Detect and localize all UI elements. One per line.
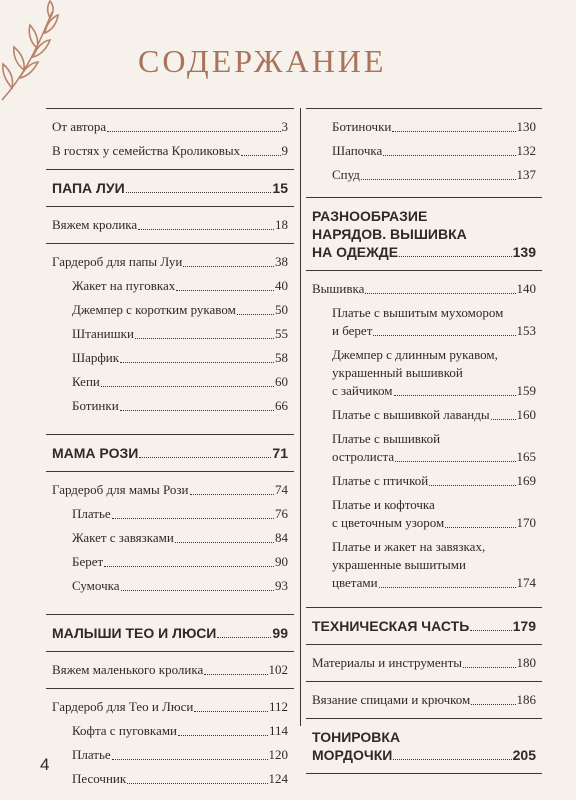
toc-subentry[interactable] <box>306 556 542 574</box>
entry-page: 84 <box>275 530 288 545</box>
entry-title: Платье <box>72 506 111 521</box>
toc-subentry[interactable] <box>306 163 542 187</box>
entry-title: В гостях у семейства Кроликовых <box>52 143 241 158</box>
toc-subentry[interactable] <box>306 301 542 322</box>
page-title: содержание <box>138 31 387 82</box>
entry-page: 50 <box>275 302 288 317</box>
section-page: 205 <box>512 747 536 763</box>
toc-subentry[interactable] <box>46 298 294 322</box>
leader-dots <box>365 293 515 294</box>
section-title: НАРЯДОВ. ВЫШИВКА <box>312 226 467 242</box>
entry-page: 114 <box>268 723 288 738</box>
toc-section[interactable] <box>46 441 294 465</box>
entry-title: Джемпер с коротким рукавом <box>72 302 236 317</box>
toc-section-line[interactable] <box>306 204 542 225</box>
section-title: ПАПА ЛУИ <box>52 180 125 196</box>
entry-title: Спуд <box>332 167 360 182</box>
section-page: 15 <box>272 180 288 196</box>
entry-title: Платье и кофточка <box>332 497 435 512</box>
leader-dots <box>194 711 268 712</box>
leader-dots <box>135 338 274 339</box>
toc-subentry[interactable] <box>46 550 294 574</box>
entry-page: 76 <box>275 506 288 521</box>
leader-dots <box>395 461 515 462</box>
toc-entry[interactable] <box>46 139 294 163</box>
entry-page: 124 <box>268 771 288 786</box>
toc-block <box>46 244 294 424</box>
leader-dots <box>101 386 274 387</box>
entry-title: с цветочным узором <box>332 515 445 530</box>
leaf-sprig-decoration <box>0 0 70 110</box>
toc-left-column <box>46 108 294 797</box>
entry-page: 180 <box>516 655 536 670</box>
leader-dots <box>178 735 268 736</box>
entry-title: Платье <box>72 747 111 762</box>
entry-page: 3 <box>281 119 288 134</box>
entry-title: Сумочка <box>72 578 120 593</box>
section-title: НА ОДЕЖДЕ <box>312 244 399 260</box>
toc-block <box>46 615 294 651</box>
section-title: МОРДОЧКИ <box>312 747 393 763</box>
leader-dots <box>429 485 515 486</box>
entry-page: 165 <box>516 449 536 464</box>
page-number: 4 <box>40 755 50 774</box>
leader-dots <box>217 637 271 638</box>
entry-title: украшенные вышитыми <box>332 557 466 572</box>
toc-section-line[interactable] <box>306 725 542 746</box>
divider <box>306 773 542 774</box>
entry-page: 58 <box>275 350 288 365</box>
toc-subentry[interactable] <box>306 139 542 163</box>
entry-title: Вяжем маленького кролика <box>52 662 204 677</box>
toc-subentry[interactable] <box>306 514 542 535</box>
leader-dots <box>107 131 280 132</box>
section-page: 139 <box>512 244 536 260</box>
toc-subentry[interactable] <box>306 343 542 364</box>
entry-title: Платье и жакет на завязках, <box>332 539 486 554</box>
leader-dots <box>139 457 271 458</box>
toc-block <box>306 645 542 681</box>
leader-dots <box>237 314 274 315</box>
entry-title: Платье с птичкой <box>332 473 429 488</box>
toc-subentry[interactable] <box>306 322 542 343</box>
entry-page: 160 <box>516 407 536 422</box>
toc-block <box>46 435 294 471</box>
toc-section[interactable] <box>306 614 542 638</box>
toc-subentry[interactable] <box>306 535 542 556</box>
leader-dots <box>445 527 515 528</box>
toc-subentry[interactable] <box>46 526 294 550</box>
leader-dots <box>373 335 515 336</box>
leader-dots <box>241 155 280 156</box>
leader-dots <box>175 542 274 543</box>
toc-entry[interactable] <box>46 115 294 139</box>
entry-page: 170 <box>516 515 536 530</box>
toc-subentry[interactable] <box>46 767 294 791</box>
section-page: 179 <box>512 618 536 634</box>
leader-dots <box>394 395 516 396</box>
toc-subentry[interactable] <box>306 469 542 493</box>
toc-block <box>306 271 542 601</box>
section-page: 71 <box>272 445 288 461</box>
toc-subentry[interactable] <box>306 382 542 403</box>
entry-title: Материалы и инструменты <box>312 655 463 670</box>
toc-subentry[interactable] <box>46 719 294 743</box>
entry-title: Кепи <box>72 374 100 389</box>
leader-dots <box>138 229 274 230</box>
entry-title: Гардероб для папы Луи <box>52 254 183 269</box>
entry-title: Платье с вышивкой лаванды <box>332 407 490 422</box>
entry-title: Вязание спицами и крючком <box>312 692 471 707</box>
toc-subentry[interactable] <box>46 502 294 526</box>
entry-page: 174 <box>516 575 536 590</box>
toc-block <box>306 198 542 270</box>
entry-title: украшенный вышивкой <box>332 365 463 380</box>
toc-entry[interactable] <box>46 213 294 237</box>
toc-block <box>46 689 294 797</box>
toc-block <box>306 109 542 193</box>
toc-entry[interactable] <box>46 250 294 274</box>
leader-dots <box>393 759 511 760</box>
entry-title: и берет <box>332 323 373 338</box>
entry-title: Вяжем кролика <box>52 217 138 232</box>
entry-page: 132 <box>516 143 536 158</box>
toc-subentry[interactable] <box>306 115 542 139</box>
toc-block <box>46 109 294 169</box>
entry-title: От автора <box>52 119 107 134</box>
entry-page: 130 <box>516 119 536 134</box>
section-title: РАЗНООБРАЗИЕ <box>312 208 428 224</box>
toc-subentry[interactable] <box>306 364 542 382</box>
entry-page: 186 <box>516 692 536 707</box>
entry-page: 9 <box>281 143 288 158</box>
leader-dots <box>399 256 512 257</box>
toc-subentry[interactable] <box>46 274 294 298</box>
entry-title: Кофта с пуговками <box>72 723 178 738</box>
leader-dots <box>112 518 274 519</box>
section-title: ТОНИРОВКА <box>312 729 401 745</box>
toc-block <box>46 170 294 206</box>
leader-dots <box>470 630 511 631</box>
leader-dots <box>126 192 272 193</box>
toc-block <box>46 472 294 604</box>
toc-block <box>306 682 542 718</box>
leader-dots <box>383 155 515 156</box>
toc-subentry[interactable] <box>46 346 294 370</box>
entry-title: цветами <box>332 575 378 590</box>
entry-page: 93 <box>275 578 288 593</box>
toc-entry[interactable] <box>306 688 542 712</box>
entry-page: 40 <box>275 278 288 293</box>
entry-title: Вышивка <box>312 281 365 296</box>
leader-dots <box>463 667 515 668</box>
entry-title: Берет <box>72 554 104 569</box>
toc-subentry[interactable] <box>46 394 294 418</box>
toc-right-column <box>306 108 542 774</box>
entry-page: 169 <box>516 473 536 488</box>
leader-dots <box>183 266 274 267</box>
leader-dots <box>120 410 274 411</box>
section-title: МАМА РОЗИ <box>52 445 139 461</box>
leader-dots <box>120 362 274 363</box>
toc-subentry[interactable] <box>306 427 542 448</box>
toc-section-line[interactable] <box>306 225 542 243</box>
toc-entry[interactable] <box>46 478 294 502</box>
leader-dots <box>176 290 274 291</box>
toc-section[interactable] <box>306 746 542 767</box>
entry-page: 159 <box>516 383 536 398</box>
leader-dots <box>379 587 516 588</box>
entry-title: остролиста <box>332 449 395 464</box>
section-page: 99 <box>272 625 288 641</box>
entry-title: Жакет на пуговках <box>72 278 176 293</box>
entry-title: Платье с вышитым мухомором <box>332 305 504 320</box>
entry-page: 74 <box>275 482 288 497</box>
toc-entry[interactable] <box>46 658 294 682</box>
entry-page: 112 <box>268 699 288 714</box>
entry-title: с зайчиком <box>332 383 393 398</box>
toc-block <box>46 652 294 688</box>
toc-subentry[interactable] <box>306 493 542 514</box>
entry-title: Гардероб для мамы Рози <box>52 482 189 497</box>
entry-title: Ботинки <box>72 398 119 413</box>
entry-page: 90 <box>275 554 288 569</box>
entry-title: Платье с вышивкой <box>332 431 441 446</box>
entry-title: Шарфик <box>72 350 120 365</box>
toc-entry[interactable] <box>306 277 542 301</box>
leader-dots <box>190 494 275 495</box>
toc-subentry[interactable] <box>306 403 542 427</box>
toc-block <box>306 719 542 773</box>
toc-section[interactable] <box>46 621 294 645</box>
column-divider <box>300 108 301 726</box>
entry-title: Шапочка <box>332 143 383 158</box>
leader-dots <box>204 674 267 675</box>
entry-title: Джемпер с длинным рукавом, <box>332 347 498 362</box>
toc-subentry[interactable] <box>46 574 294 598</box>
toc-block <box>46 207 294 243</box>
entry-title: Песочник <box>72 771 127 786</box>
toc-subentry[interactable] <box>306 448 542 469</box>
entry-page: 60 <box>275 374 288 389</box>
toc-subentry[interactable] <box>46 322 294 346</box>
entry-page: 18 <box>275 217 288 232</box>
toc-entry[interactable] <box>306 651 542 675</box>
entry-page: 137 <box>516 167 536 182</box>
toc-section[interactable] <box>46 176 294 200</box>
entry-page: 140 <box>516 281 536 296</box>
entry-page: 102 <box>268 662 288 677</box>
leader-dots <box>392 131 515 132</box>
leader-dots <box>112 759 268 760</box>
entry-title: Ботиночки <box>332 119 392 134</box>
entry-page: 66 <box>275 398 288 413</box>
entry-page: 38 <box>275 254 288 269</box>
entry-page: 55 <box>275 326 288 341</box>
leader-dots <box>361 179 516 180</box>
toc-subentry[interactable] <box>306 574 542 595</box>
entry-title: Жакет с завязками <box>72 530 174 545</box>
section-title: ТЕХНИЧЕСКАЯ ЧАСТЬ <box>312 618 470 634</box>
toc-section[interactable] <box>306 243 542 264</box>
leader-dots <box>471 704 515 705</box>
entry-title: Гардероб для Тео и Люси <box>52 699 194 714</box>
leader-dots <box>121 590 275 591</box>
toc-block <box>306 608 542 644</box>
entry-page: 120 <box>268 747 288 762</box>
entry-title: Штанишки <box>72 326 134 341</box>
toc-subentry[interactable] <box>46 743 294 767</box>
leader-dots <box>127 783 267 784</box>
leader-dots <box>104 566 274 567</box>
entry-page: 153 <box>516 323 536 338</box>
toc-subentry[interactable] <box>46 370 294 394</box>
leader-dots <box>491 419 516 420</box>
section-title: МАЛЫШИ ТЕО И ЛЮСИ <box>52 625 217 641</box>
toc-entry[interactable] <box>46 695 294 719</box>
